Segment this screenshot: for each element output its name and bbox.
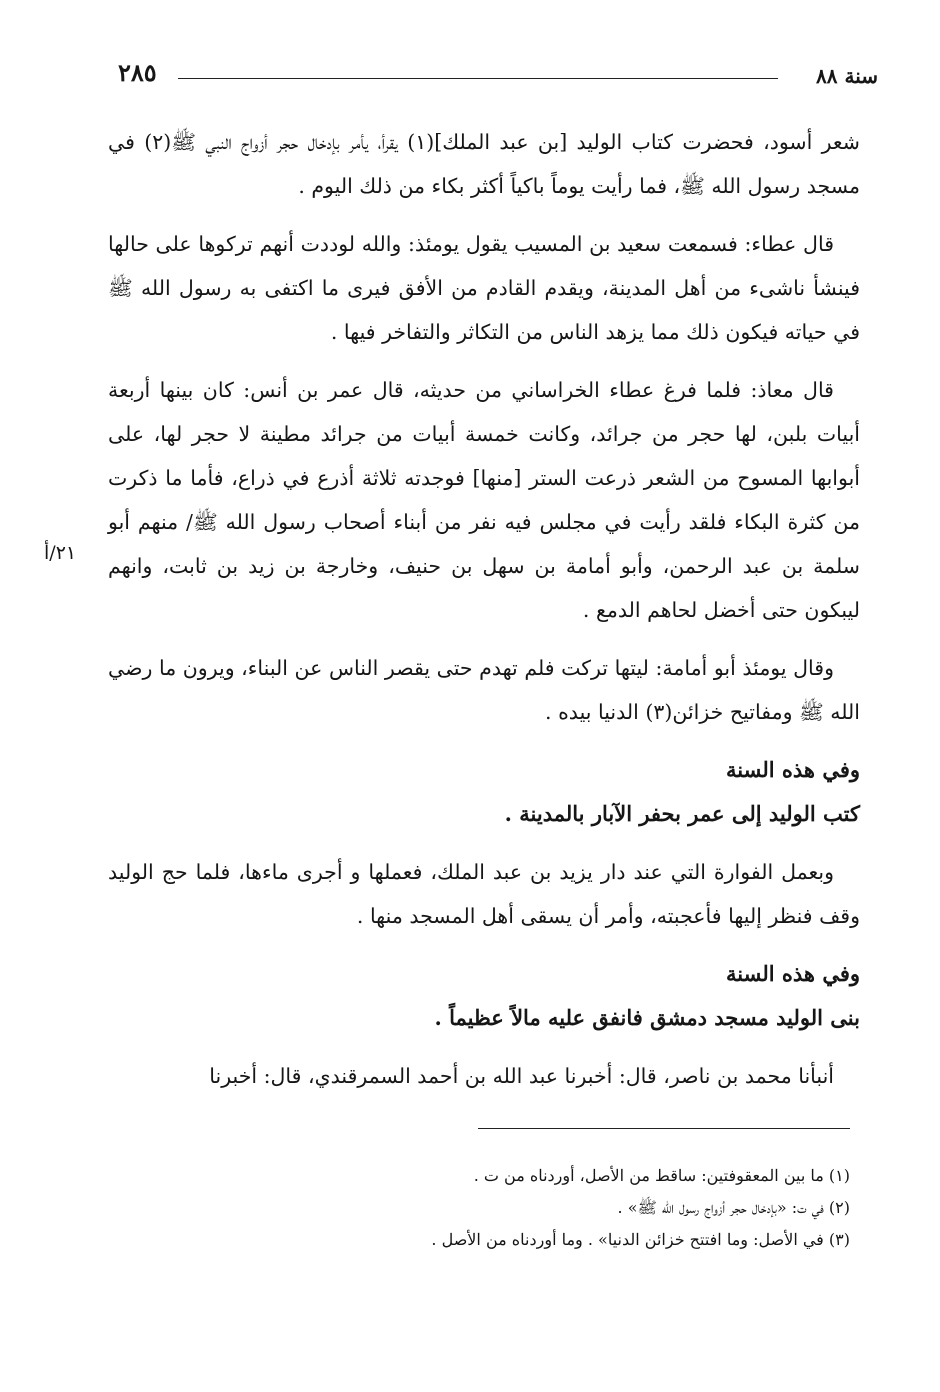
footnote: (٢) في ت: «بإدخال حجر أزواج رسول الله ﷺ» . xyxy=(617,1198,850,1217)
manuscript-folio-note: ٢١/أ xyxy=(44,542,77,564)
page-number: ٢٨٥ xyxy=(118,58,157,87)
paragraph: وبعمل الفوارة التي عند دار يزيد بن عبد الملك، فعملها و أجرى ماءها، فلما حج الوليد وقف فنظر إليها فأعجبته، وأمر أن يسقى أهل المسجد منها . xyxy=(108,860,860,928)
footnote-separator xyxy=(478,1128,850,1129)
paragraph: قال معاذ: فلما فرغ عطاء الخراساني من حديثه، قال عمر بن أنس: كان بينها أربعة أبيات بلبن، لها حجر من جرائد، وكانت خمسة أبيات من جرائد مطينة لا حجر لها، على أبوابها المسوح من الشعر ذرعت الستر [منها] فوجدته ثلاثة أذرع في ذراع، فأما ما ذكرت من كثرة البكاء فلقد رأيت في مجلس فيه نفر من أبناء أصحاب رسول الله ﷺ/ منهم أبو سلمة بن عبد الرحمن، وأبو أمامة بن سهل بن حنيف، وخارجة بن زيد بن ثابت، وانهم ليبكون حتى أخضل لحاهم الدمع . xyxy=(108,378,860,622)
section-heading: وفي هذه السنة xyxy=(726,961,860,986)
paragraph: شعر أسود، فحضرت كتاب الوليد [بن عبد الملك](١) يقرأ، يأمر بإدخال حجر أزواج النبي ﷺ(٢) في مسجد رسول الله ﷺ، فما رأيت يوماً باكياً أكثر بكاء من ذلك اليوم . xyxy=(108,130,860,198)
section-heading: وفي هذه السنة xyxy=(726,757,860,782)
running-header xyxy=(118,56,878,96)
footnote: (٣) في الأصل: وما افتتح خزائن الدنيا» . وما أوردناه من الأصل . xyxy=(431,1230,850,1249)
header-year: سنة ٨٨ xyxy=(816,64,878,88)
main-text xyxy=(108,120,860,1112)
header-rule xyxy=(178,78,778,79)
paragraph: قال عطاء: فسمعت سعيد بن المسيب يقول يومئذ: والله لوددت أنهم تركوها على حالها فينشأ ناشىء من أهل المدينة، ويقدم القادم من الأفق فيرى ما اكتفى به رسول الله ﷺ في حياته فيكون ذلك مما يزهد الناس من التكاثر والتفاخر فيها . xyxy=(108,232,860,344)
footnotes xyxy=(300,1160,850,1256)
section-title: بنى الوليد مسجد دمشق فانفق عليه مالاً عظيماً . xyxy=(434,1005,860,1030)
section-title: كتب الوليد إلى عمر بحفر الآبار بالمدينة . xyxy=(504,801,860,826)
paragraph: أنبأنا محمد بن ناصر، قال: أخبرنا عبد الله بن أحمد السمرقندي، قال: أخبرنا xyxy=(209,1064,834,1088)
footnote: (١) ما بين المعقوفتين: ساقط من الأصل، أوردناه من ت . xyxy=(473,1166,850,1185)
paragraph: وقال يومئذ أبو أمامة: ليتها تركت فلم تهدم حتى يقصر الناس عن البناء، ويرون ما رضي الله ﷺ ومفاتيح خزائن(٣) الدنيا بيده . xyxy=(108,656,860,724)
